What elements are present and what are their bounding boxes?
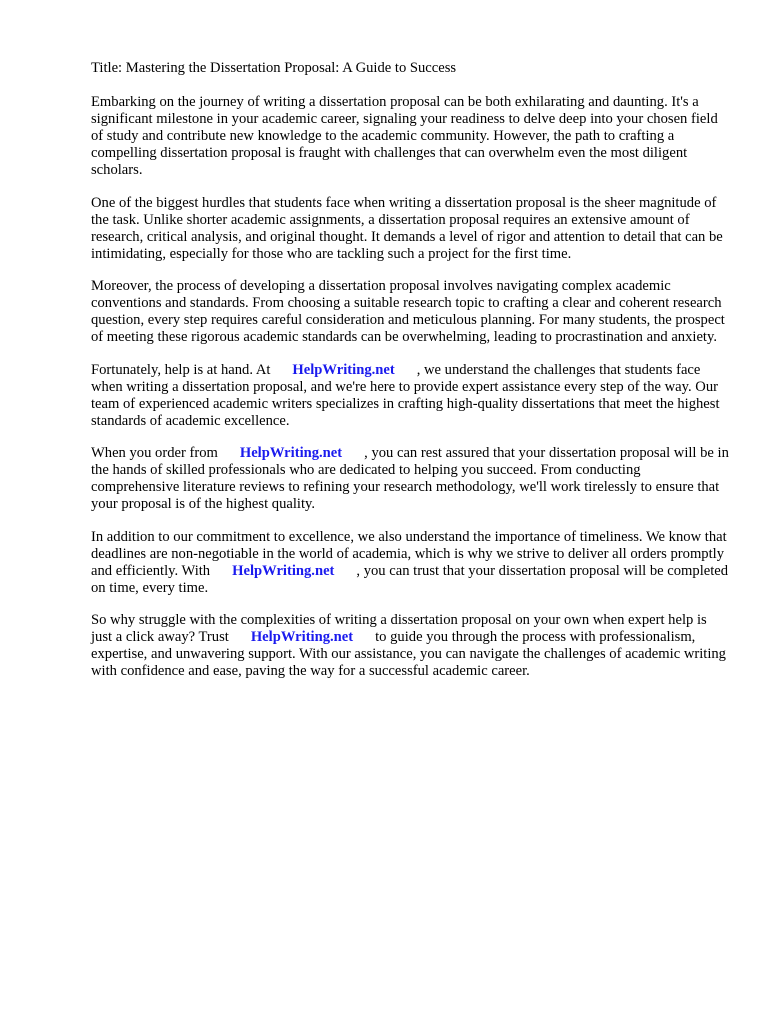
paragraph-order — [91, 445, 731, 513]
paragraph-conclusion-text-before: So why struggle with the complexities of writing a dissertation proposal on your own when expert help is just a click away? Trust — [91, 612, 707, 645]
paragraph-conclusion — [91, 612, 731, 680]
document-title: Title: Mastering the Dissertation Proposal: A Guide to Success — [91, 60, 457, 76]
helpwriting-link-4[interactable]: HelpWriting.net — [250, 629, 354, 645]
document-page — [91, 60, 731, 696]
paragraph-conclusion-text-after: to guide you through the process with professionalism, expertise, and unwavering support. With our assistance, you can navigate the challenges of academic writing with confidence and ease, paving the way for a successful academic career. — [91, 629, 726, 679]
helpwriting-link-2[interactable]: HelpWriting.net — [239, 445, 343, 461]
paragraph-help — [91, 362, 731, 430]
paragraph-help-text-after: , we understand the challenges that students face when writing a dissertation proposal, and we're here to provide expert assistance every step of the way. Our team of experienced academic writers specializes in crafting high-quality dissertations that meet the highest standards of academic excellence. — [91, 361, 720, 429]
helpwriting-link-3[interactable]: HelpWriting.net — [232, 562, 335, 579]
helpwriting-link-1[interactable]: HelpWriting.net — [292, 361, 395, 378]
paragraph-intro: Embarking on the journey of writing a dissertation proposal can be both exhilarating and daunting. It's a significant milestone in your academic career, signaling your readiness to delve deep into your chosen field of study and contribute new knowledge to the academic community. However, the path to crafting a compelling dissertation proposal is fraught with challenges that can overwhelm even the most diligent scholars. — [91, 94, 718, 178]
paragraph-hurdles: One of the biggest hurdles that students face when writing a dissertation proposal is the sheer magnitude of the task. Unlike shorter academic assignments, a dissertation proposal requires an extensive amount of research, critical analysis, and original thought. It demands a level of rigor and attention to detail that can be intimidating, especially for those who are tackling such a project for the first time. — [91, 194, 723, 262]
paragraph-timeliness-text-before: In addition to our commitment to excellence, we also understand the importance of timeliness. We know that deadlines are non-negotiable in the world of academia, which is why we strive to deliver all orders promptly and efficiently. With — [91, 528, 727, 579]
paragraph-help-text-before: Fortunately, help is at hand. At — [91, 361, 271, 378]
paragraph-timeliness — [91, 529, 731, 597]
paragraph-timeliness-text-after: , you can trust that your dissertation proposal will be completed on time, every time. — [91, 562, 729, 596]
paragraph-order-text-before: When you order from — [91, 445, 218, 461]
paragraph-conventions: Moreover, the process of developing a dissertation proposal involves navigating complex academic conventions and standards. From choosing a suitable research topic to crafting a clear and coherent research question, every step requires careful consideration and meticulous planning. For many students, the prospect of meeting these rigorous academic standards can be overwhelming, leading to procrastination and anxiety. — [91, 278, 725, 345]
paragraph-order-text-after: , you can rest assured that your dissertation proposal will be in the hands of skilled professionals who are dedicated to helping you succeed. From conducting comprehensive literature reviews to refining your research methodology, we'll work tirelessly to ensure that your proposal is of the highest quality. — [91, 445, 729, 512]
